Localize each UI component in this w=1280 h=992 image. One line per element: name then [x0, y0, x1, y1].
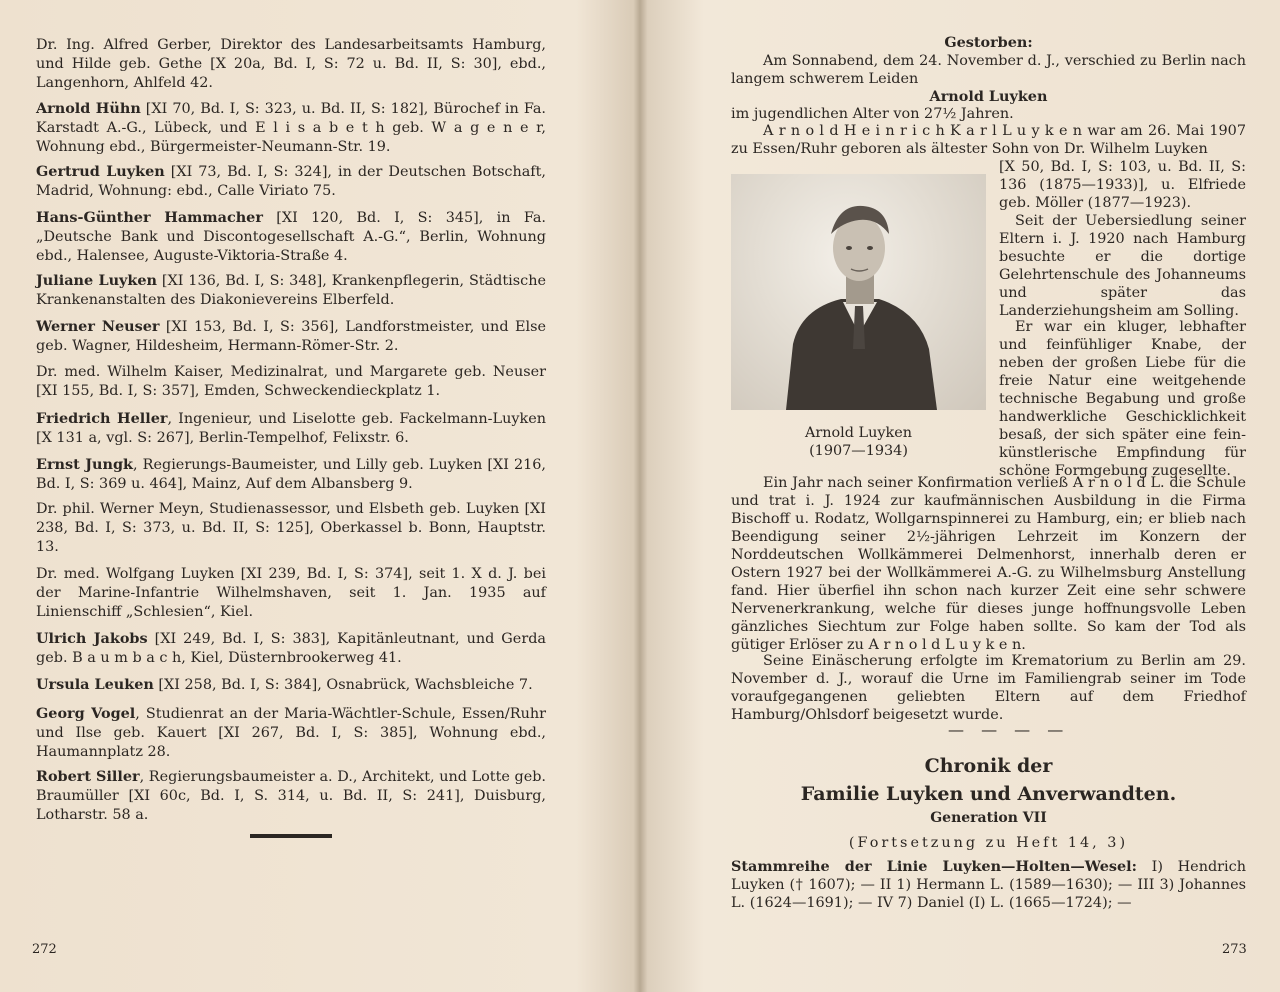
list-item: Ursula Leuken [XI 258, Bd. I, S: 384], Osnabrück, Wachsbleiche 7.	[36, 676, 533, 693]
list-item: Juliane Luyken [XI 136, Bd. I, S: 348], Krankenpflegerin, Städtische Krankenanstalten des Diakonievereins Elberfeld.	[36, 272, 546, 308]
list-item: Arnold Hühn [XI 70, Bd. I, S: 323, u. Bd. II, S: 182], Bürochef in Fa. Karstadt A.-G., Lübeck, und E l i s a b e t h geb. W a g e n e r, Wohnung ebd., Bürgermeister-Neumann-Str. 19.	[36, 100, 546, 155]
continuation-note: (Fortsetzung zu Heft 14, 3)	[848, 835, 1129, 851]
left-page	[0, 0, 636, 992]
paragraph: Seit der Uebersiedlung seiner Eltern i. J. 1920 nach Hamburg besuchte er die dortige Gelehrtenschule des Johanneums und später das Landerziehungsheim am Solling.	[999, 213, 1246, 319]
portrait-image	[731, 174, 986, 410]
entry-name: Ursula Leuken	[36, 676, 154, 693]
page-number: 273	[1222, 942, 1247, 957]
entry-name: Robert Siller	[36, 768, 140, 785]
deceased-name: Arnold Luyken	[929, 88, 1048, 105]
paragraph: [X 50, Bd. I, S: 103, u. Bd. II, S: 136 (1875—1933)], u. Elfriede geb. Möller (1877—1923).	[999, 159, 1246, 211]
stammreihe-paragraph: Stammreihe der Linie Luyken—Holten—Wesel: I) Hendrich Luyken († 1607); — II 1) Hermann L. (1589—1630); — III 3) Johannes L. (1624—1691); — IV 7) Daniel (I) L. (1665—1724); —	[731, 858, 1246, 911]
paragraph: Er war ein kluger, lebhafter und feinfühliger Knabe, der neben der großen Liebe für die freie Natur eine weitgehende technische Begabung und große handwerkliche Geschicklichkeit besaß, der sich später eine fein-künstlerische Empfindung für schöne Formgebung zugesellte.	[999, 319, 1246, 479]
list-item: Georg Vogel, Studienrat an der Maria-Wächtler-Schule, Essen/Ruhr und Ilse geb. Kauert [XI 267, Bd. I, S: 385], Wohnung ebd., Haumannplatz 28.	[36, 705, 547, 760]
entry-name: Werner Neuser	[36, 318, 160, 335]
paragraph: A r n o l d H e i n r i c h K a r l L u y k e n war am 26. Mai 1907 zu Essen/Ruhr geboren als ältester Sohn von Dr. Wilhelm Luyken	[731, 123, 1246, 157]
entry-name: Ernst Jungk	[36, 456, 134, 473]
list-item: Hans-Günther Hammacher [XI 120, Bd. I, S: 345], in Fa. „Deutsche Bank und Discontogesellschaft A.-G.“, Berlin, Wohnung ebd., Halensee, Auguste-Viktoria-Straße 4.	[36, 209, 546, 264]
entry-name: Friedrich Heller	[36, 410, 168, 427]
paragraph: Ein Jahr nach seiner Konfirmation verließ A r n o l d L. die Schule und trat i. J. 1924 zur kaufmännischen Ausbildung in die Firma Bischoff u. Rodatz, Wollgarnspinnerei zu Hamburg, ein; er blieb nach Beendigung seiner 2½-jährigen Lehrzeit im Konzern der Norddeutschen Wollkämmerei Delmenhorst, innerhalb deren er Ostern 1927 bei der Wollkämmerei A.-G. zu Wilhelmsburg Anstellung fand. Hier überfiel ihn schon nach kurzer Zeit eine sehr schwere Nervenerkrankung, welche für dieses junge hoffnungsvolle Leben gänzliches Siechtum zur Folge haben sollte. So kam der Tod als gütiger Erlöser zu A r n o l d L u y k e n.	[731, 475, 1246, 653]
list-item: Ulrich Jakobs [XI 249, Bd. I, S: 383], Kapitänleutnant, und Gerda geb. B a u m b a c h, Kiel, Düsternbrookerweg 41.	[36, 630, 546, 666]
stammreihe-label: Stammreihe der Linie Luyken—Holten—Wesel:	[731, 858, 1137, 875]
section-divider	[250, 834, 332, 838]
section-heading: Gestorben:	[944, 34, 1033, 51]
entry-name: Gertrud Luyken	[36, 163, 165, 180]
paragraph: im jugendlichen Alter von 27½ Jahren.	[731, 106, 1014, 122]
list-item: Gertrud Luyken [XI 73, Bd. I, S: 324], in der Deutschen Botschaft, Madrid, Wohnung: ebd., Calle Viriato 75.	[36, 163, 546, 199]
entry-name: Juliane Luyken	[36, 272, 157, 289]
list-item: Dr. Ing. Alfred Gerber, Direktor des Landesarbeitsamts Hamburg, und Hilde geb. Gethe [X 20a, Bd. I, S: 72 u. Bd. II, S: 30], ebd., Langenhorn, Ahlfeld 42.	[36, 37, 546, 91]
photo-caption-years: (1907—1934)	[809, 443, 908, 459]
entry-name: Arnold Hühn	[36, 100, 141, 117]
list-item: Robert Siller, Regierungsbaumeister a. D., Architekt, und Lotte geb. Braumüller [XI 60c, Bd. I, S. 314, u. Bd. II, S: 241], Duisburg, Lotharstr. 58 a.	[36, 768, 547, 823]
generation-heading: Generation VII	[930, 810, 1047, 826]
paragraph: Seine Einäscherung erfolgte im Krematorium zu Berlin am 29. November d. J., worauf die Urne im Familiengrab seiner im Tode voraufgegangenen geliebten Eltern auf dem Friedhof Hamburg/Ohlsdorf beigesetzt wurde.	[731, 653, 1246, 723]
photo-caption-name: Arnold Luyken	[804, 425, 913, 441]
list-item: Dr. phil. Werner Meyn, Studienassessor, und Elsbeth geb. Luyken [XI 238, Bd. I, S: 373, u. Bd. II, S: 125], Oberkassel b. Bonn, Hauptstr. 13.	[36, 501, 546, 555]
list-item: Werner Neuser [XI 153, Bd. I, S: 356], Landforstmeister, und Else geb. Wagner, Hildesheim, Hermann-Römer-Str. 2.	[36, 318, 547, 354]
entry-name: Georg Vogel	[36, 705, 136, 722]
list-item: Dr. med. Wolfgang Luyken [XI 239, Bd. I, S: 374], seit 1. X d. J. bei der Marine-Infantrie Wilhelmshaven, seit 1. Jan. 1935 auf Linienschiff „Schlesien“, Kiel.	[36, 566, 546, 620]
entry-name: Hans-Günther Hammacher	[36, 209, 263, 226]
chronik-title-line-1: Chronik der	[924, 755, 1053, 777]
page-number: 272	[32, 942, 57, 957]
chronik-title-line-2: Familie Luyken und Anverwandten.	[800, 783, 1177, 805]
list-item: Friedrich Heller, Ingenieur, und Liselotte geb. Fackelmann-Luyken [X 131 a, vgl. S: 267], Berlin-Tempelhof, Felixstr. 6.	[36, 410, 546, 446]
list-item: Ernst Jungk, Regierungs-Baumeister, und Lilly geb. Luyken [XI 216, Bd. I, S: 369 u. 464], Mainz, Auf dem Albansberg 9.	[36, 456, 546, 492]
portrait-photo	[731, 174, 986, 410]
entry-name: Ulrich Jakobs	[36, 630, 148, 647]
list-item: Dr. med. Wilhelm Kaiser, Medizinalrat, und Margarete geb. Neuser [XI 155, Bd. I, S: 357], Emden, Schweckendieckplatz 1.	[36, 364, 546, 399]
paragraph: Am Sonnabend, dem 24. November d. J., verschied zu Berlin nach langem schwerem Leiden	[731, 53, 1246, 87]
separator: — — — —	[948, 720, 1070, 739]
